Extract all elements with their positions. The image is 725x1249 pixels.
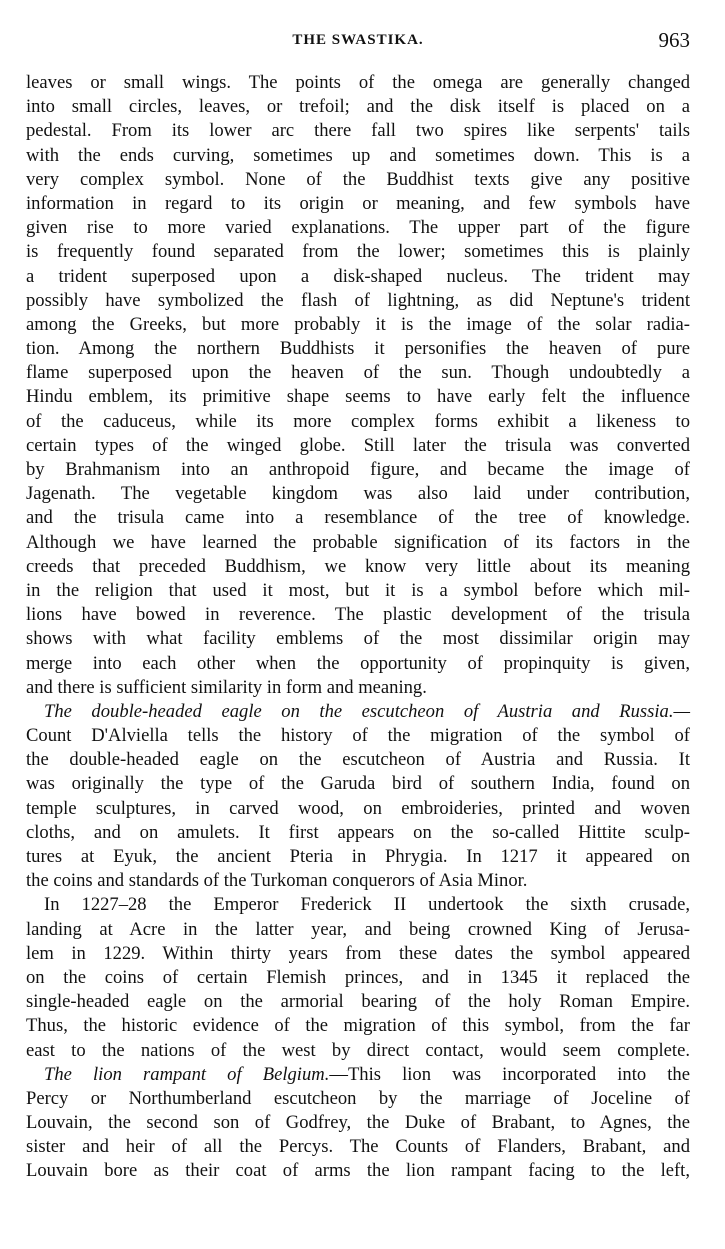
text-line: among the Greeks, but more probably it is the image of the solar radia- [26,313,690,335]
text-line: landing at Acre in the latter year, and being crowned King of Jerusa- [26,918,690,940]
text-line: creeds that preceded Buddhism, we know very little about its meaning [26,555,690,577]
text-line: temple sculptures, in carved wood, on embroideries, printed and woven [26,797,690,819]
text-line: into small circles, leaves, or trefoil; and the disk itself is placed on a [26,96,690,118]
text-line: was originally the type of the Garuda bird of southern India, found on [26,773,690,795]
section-heading: The lion rampant of Belgium. [44,1063,330,1085]
text-line: lem in 1229. Within thirty years from these dates the symbol appeared [26,942,690,964]
text-line: a trident superposed upon a disk-shaped nucleus. The trident may [26,265,690,287]
text-line: flame superposed upon the heaven of the sun. Though undoubtedly a [26,362,690,384]
text-line: shows with what facility emblems of the most dissimilar origin may [26,628,690,650]
text-line: the coins and standards of the Turkoman conquerors of Asia Minor. [26,870,528,892]
text-line: cloths, and on amulets. It first appears on the so-called Hittite sculp- [26,821,690,843]
text-line: in the religion that used it most, but it is a symbol before which mil- [26,579,690,601]
text-line: single-headed eagle on the armorial bearing of the holy Roman Empire. [26,991,690,1013]
text-line: merge into each other when the opportunity of propinquity is given, [26,652,690,674]
text-line: Louvain bore as their coat of arms the lion rampant facing to the left, [26,1160,690,1182]
text-line: certain types of the winged globe. Still later the trisula was converted [26,434,690,456]
paragraph-lion-rampant [26,1063,690,1184]
text-line: the double-headed eagle on the escutcheon of Austria and Russia. It [26,749,690,771]
text-line: tures at Eyuk, the ancient Pteria in Phrygia. In 1217 it appeared on [26,846,690,867]
text-line: tion. Among the northern Buddhists it personifies the heaven of pure [26,338,690,360]
text-line: Although we have learned the probable signification of its factors in the [26,531,690,553]
text-line: of the caduceus, while its more complex forms exhibit a likeness to [26,410,690,432]
text-line: and the trisula came into a resemblance of the tree of knowledge. [26,507,690,529]
text-line: pedestal. From its lower arc there fall two spires like serpents' tails [26,120,690,142]
text-line: Jagenath. The vegetable kingdom was also laid under contribution, [26,483,690,505]
text-line: Louvain, the second son of Godfrey, the Duke of Brabant, to Agnes, the [26,1112,690,1134]
paragraph-double-headed-eagle [26,700,690,894]
text-line: lions have bowed in reverence. The plastic development of the trisula [26,604,690,626]
section-heading: The double-headed eagle on the escutcheon of Austria and Russia.— [44,700,690,722]
text-line: very complex symbol. None of the Buddhist texts give any positive [26,168,690,190]
running-head [26,30,690,54]
text-line: possibly have symbolized the flash of lightning, as did Neptune's trident [26,289,690,311]
text-run: —This lion was incorporated into the [329,1063,690,1085]
text-line: on the coins of certain Flemish princes, and in 1345 it replaced the [26,966,690,988]
text-line: is frequently found separated from the lower; sometimes this is plainly [26,241,690,263]
text-line: Count D'Alviella tells the history of the migration of the symbol of [26,725,690,747]
paragraph-trisula [26,71,690,700]
text-line: and there is sufficient similarity in form and meaning. [26,676,427,698]
text-line [26,1063,690,1087]
text-line: Percy or Northumberland escutcheon by the marriage of Joceline of [26,1087,690,1109]
text-line: given rise to more varied explanations. The upper part of the figure [26,217,690,239]
text-line: sister and heir of all the Percys. The Counts of Flanders, Brabant, and [26,1136,690,1158]
text-line: information in regard to its origin or meaning, and few symbols have [26,192,690,214]
running-title: THE SWASTIKA. [292,32,424,48]
text-line: Hindu emblem, its primitive shape seems to have early felt the influence [26,386,690,408]
page-number: 963 [658,28,690,52]
text-line: leaves or small wings. The points of the omega are generally changed [26,72,690,93]
page-body [26,71,690,1184]
text-line: by Brahmanism into an anthropoid figure, and became the image of [26,459,690,480]
text-line: east to the nations of the west by direct contact, would seem complete. [26,1039,690,1061]
text-line: In 1227–28 the Emperor Frederick II undertook the sixth crusade, [44,894,690,916]
paragraph-frederick [26,893,690,1062]
text-line: with the ends curving, sometimes up and sometimes down. This is a [26,144,690,166]
text-line: Thus, the historic evidence of the migration of this symbol, from the far [26,1015,690,1037]
